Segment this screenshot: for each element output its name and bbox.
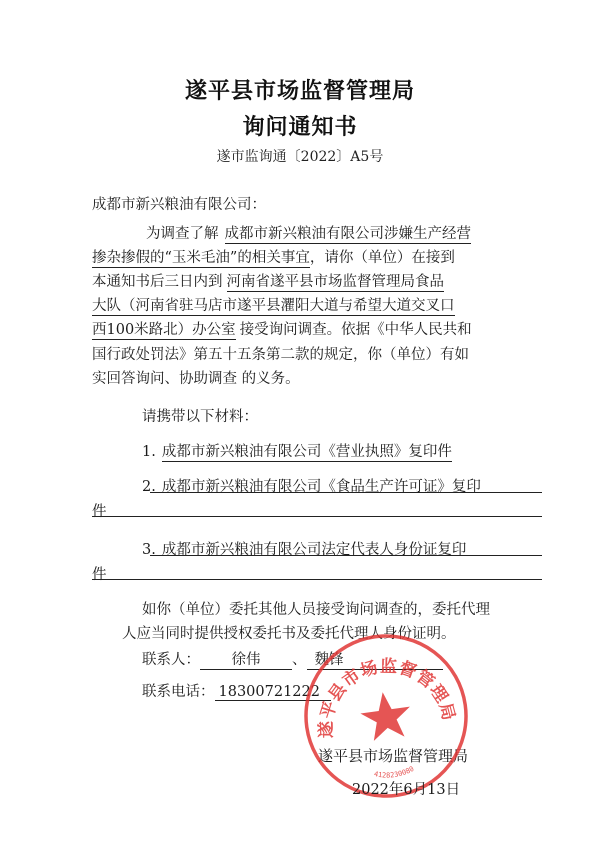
fill-underline (150, 492, 542, 493)
underlined-fill: 掺杂掺假的“玉米毛油”的相关事宜 (92, 250, 310, 266)
document-title: 询问通知书 (242, 115, 358, 140)
contact-label: 联系人： (142, 652, 200, 668)
phone-label: 联系电话： (142, 684, 215, 700)
contact-name-1: 徐伟 (200, 648, 292, 670)
fill-underline (92, 579, 542, 580)
underlined-fill: 大队（河南省驻马店市遂平县灈阳大道与希望大道交叉口 (92, 298, 455, 314)
recipient: 成都市新兴粮油有限公司： (92, 197, 266, 213)
body-line-7: 实回答询问、协助调查 的义务。 (92, 371, 300, 387)
body-line-6: 国行政处罚法》第五十五条第二款的规定，你（单位）有如 (92, 347, 469, 363)
underlined-fill: 成都市新兴粮油有限公司涉嫌生产经营 (224, 226, 471, 242)
fill-underline (150, 555, 542, 556)
body-text: 接受询问调查。依据《中华人民共和 (239, 322, 472, 338)
body-text: ，请你（单位）在接到 (309, 250, 455, 266)
material-item-1 (142, 440, 452, 461)
body-text: 为调查了解 (146, 226, 219, 242)
material-number: 3. (142, 542, 156, 558)
body-line-3 (92, 270, 444, 291)
document-number: 遂市监询通〔2022〕A5号 (216, 149, 384, 165)
body-line-1 (146, 222, 471, 243)
underlined-fill: 河南省遂平县市场监督管理局食品 (226, 274, 444, 290)
material-text: 成都市新兴粮油有限公司《营业执照》复印件 (161, 444, 452, 460)
delegation-line-2: 人应当同时提供授权委托书及委托代理人身份证明。 (122, 626, 456, 642)
issue-date: 2022年6月13日 (352, 782, 461, 798)
body-line-2 (92, 246, 455, 267)
svg-text:遂平县市场监督管理局: 遂平县市场监督管理局 (316, 656, 459, 739)
body-text: 本通知书后三日内到 (92, 274, 223, 290)
materials-intro: 请携带以下材料： (142, 409, 258, 425)
fill-underline (92, 516, 542, 517)
body-line-4 (92, 294, 455, 315)
official-seal-icon (300, 630, 472, 802)
contact-name-2: 魏锋 (307, 648, 443, 670)
issuing-agency: 遂平县市场监督管理局 (318, 747, 469, 765)
contact-separator: 、 (292, 652, 307, 668)
delegation-line-1: 如你（单位）委托其他人员接受询问调查的，委托代理 (142, 602, 490, 618)
material-number: 2. (142, 479, 156, 495)
underlined-fill: 西100米路北）办公室 (92, 322, 236, 338)
material-number: 1. (142, 444, 156, 460)
material-continuation: 件 (92, 567, 107, 583)
material-text: 成都市新兴粮油有限公司法定代表人身份证复印 (161, 542, 467, 558)
svg-text:4128230080: 4128230080 (373, 764, 416, 780)
material-continuation: 件 (92, 504, 107, 520)
body-line-5 (92, 318, 472, 339)
phone-number: 18300721222 (215, 684, 331, 701)
agency-title: 遂平县市场监督管理局 (184, 79, 415, 104)
material-text: 成都市新兴粮油有限公司《食品生产许可证》复印 (161, 479, 481, 495)
